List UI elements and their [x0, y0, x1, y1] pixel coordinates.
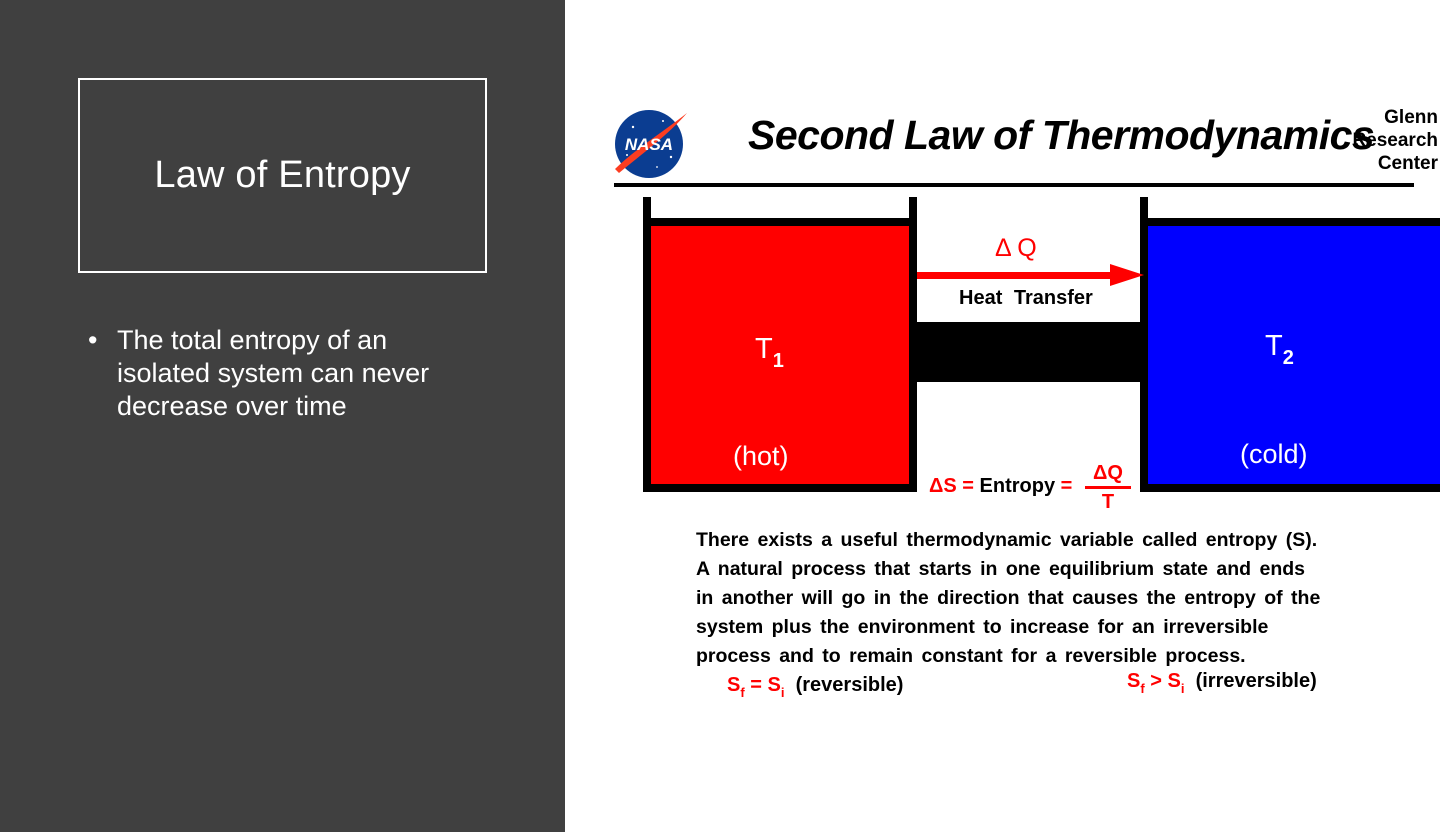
- glenn-research-center: [1328, 106, 1438, 175]
- center-line: Research: [1352, 130, 1438, 151]
- bullet-list: [88, 324, 468, 423]
- diagram-title: Second Law of Thermodynamics: [748, 112, 1375, 158]
- center-line: Center: [1377, 153, 1438, 174]
- paragraph-line: There exists a useful thermodynamic variable called entropy (S).: [696, 529, 1318, 551]
- heat-arrow-head-icon: [1110, 264, 1144, 286]
- slide-title-box: [78, 78, 487, 273]
- irr-lhs: S: [1127, 670, 1141, 692]
- fraction-denominator: T: [1101, 491, 1115, 513]
- rev-rhs-sub: i: [780, 685, 785, 700]
- rev-lhs-sub: f: [740, 685, 745, 700]
- slide-left-panel: [0, 0, 565, 832]
- t1-symbol: T: [755, 333, 773, 365]
- t2-symbol: T: [1265, 330, 1283, 362]
- equals-sign: =: [962, 475, 974, 497]
- irreversible-relation: [1127, 670, 1317, 696]
- hot-bottom: [643, 484, 917, 492]
- explanation-paragraph: [696, 526, 1376, 671]
- t1-label: [755, 333, 784, 373]
- reversible-relation: [727, 674, 903, 700]
- irr-rhs: S: [1167, 670, 1181, 692]
- thermodynamics-diagram: [565, 0, 1438, 832]
- cold-bottom: [1140, 484, 1440, 492]
- irr-rhs-sub: i: [1180, 681, 1185, 696]
- t2-subscript: 2: [1282, 347, 1294, 369]
- hot-rim: [643, 218, 917, 226]
- bullet-item: • The total entropy of an isolated system can never decrease over time: [88, 324, 468, 423]
- irr-lhs-sub: f: [1140, 681, 1145, 696]
- rev-op: =: [750, 674, 762, 696]
- paragraph-line: A natural process that starts in one equilibrium state and ends: [696, 558, 1305, 580]
- fraction-bar: [1085, 486, 1131, 489]
- paragraph-line: process and to remain constant for a reversible process.: [696, 645, 1246, 667]
- delta-q-label: Δ Q: [995, 234, 1037, 262]
- hot-label: (hot): [733, 441, 789, 471]
- t1-subscript: 1: [772, 350, 784, 372]
- heat-transfer-label: Heat Transfer: [959, 287, 1093, 309]
- nasa-logo-icon: [613, 107, 687, 179]
- paragraph-line: system plus the environment to increase for an irreversible: [696, 616, 1269, 638]
- heat-arrow-shaft: [917, 272, 1112, 279]
- paragraph-line: in another will go in the direction that causes the entropy of the: [696, 587, 1321, 609]
- entropy-word: Entropy: [979, 475, 1056, 497]
- cold-wall-left: [1140, 197, 1148, 492]
- hot-wall-right: [909, 197, 917, 492]
- cold-rim: [1140, 218, 1440, 226]
- hot-wall-left: [643, 197, 651, 492]
- delta-s: ΔS: [929, 475, 957, 497]
- title-divider: [614, 183, 1414, 187]
- irr-label: (irreversible): [1195, 670, 1317, 692]
- cold-label: (cold): [1240, 439, 1308, 469]
- slide-title: Law of Entropy: [154, 154, 411, 196]
- fraction-numerator: ΔQ: [1093, 462, 1123, 484]
- rev-lhs: S: [727, 674, 741, 696]
- equals-sign: =: [1060, 475, 1073, 497]
- heat-conductor-bar: [917, 322, 1140, 382]
- center-line: Glenn: [1384, 107, 1438, 128]
- entropy-fraction: [1085, 462, 1131, 513]
- t2-label: [1265, 330, 1294, 370]
- nasa-logo-text: NASA: [624, 135, 674, 154]
- rev-label: (reversible): [795, 674, 904, 696]
- rev-rhs: S: [767, 674, 781, 696]
- irr-op: >: [1150, 670, 1162, 692]
- entropy-equation: [929, 475, 1072, 498]
